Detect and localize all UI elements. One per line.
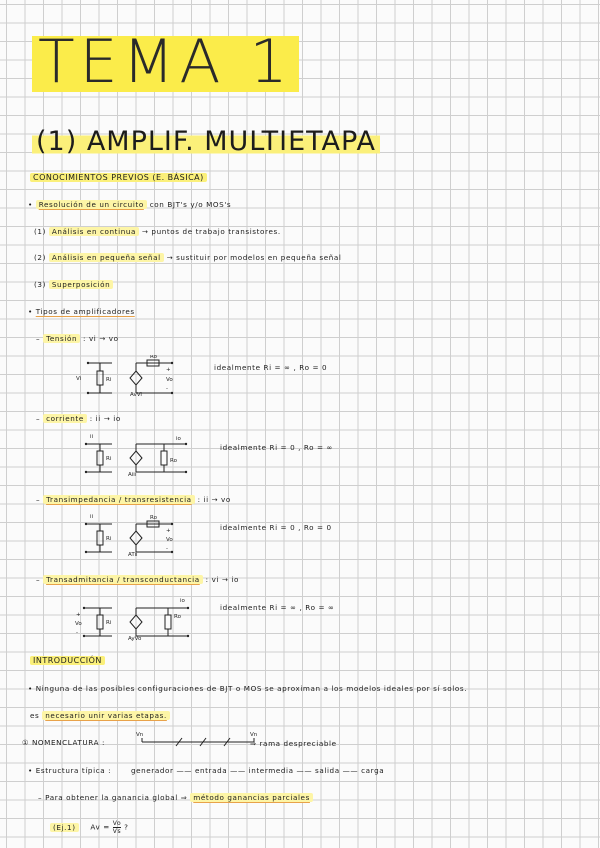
nomenclatura-row — [22, 738, 105, 747]
circuit-in-label: Vi — [76, 376, 82, 382]
circuit-ri-label: Ri — [106, 536, 112, 542]
intro-p1 — [28, 684, 467, 693]
nom-result: ⇒ rama despreciable — [250, 739, 337, 748]
intro-p2-main: necesario unir varias etapas. — [42, 711, 170, 720]
heading-introduccion: INTRODUCCIÓN — [30, 656, 105, 665]
amp-type: corriente — [43, 414, 87, 423]
item-continua — [34, 227, 281, 236]
resolucion-main: Resolución de un circuito — [36, 200, 147, 209]
amp-transadmitancia-label: – Transadmitancia / transconductancia : vi → io — [36, 575, 239, 584]
item-main: Análisis en continua — [49, 227, 139, 236]
estructura-step-carga: carga — [361, 766, 385, 775]
amp-transimpedancia-ideal: idealmente Ri = 0 , Ro = 0 — [220, 523, 332, 532]
ej-num: Vo — [112, 820, 122, 827]
item-rest: → puntos de trabajo transistores. — [141, 227, 281, 236]
circuit-out-label: Vo — [166, 537, 173, 543]
amp-mapping: : ii → io — [89, 414, 121, 423]
circuit-ro-label: Ro — [150, 355, 157, 360]
nom-vn-right: Vn — [250, 732, 258, 738]
circuit-ri-label: Ri — [106, 377, 112, 383]
ganancia-pre: Para obtener la ganancia global ⇒ — [45, 793, 188, 802]
circuit-plus: + — [166, 367, 171, 373]
section-title: (1) AMPLIF. MULTIETAPA — [32, 126, 380, 157]
circuit-ro-label: Ro — [174, 614, 181, 620]
circuit-minus: - — [76, 630, 78, 636]
amp-corriente-label: – corriente : ii → io — [36, 414, 121, 423]
circuit-out-label: io — [176, 436, 181, 442]
ej-label: (Ej.1) — [50, 823, 79, 832]
item-main: Análisis en pequeña señal — [49, 253, 164, 262]
circuit-src-label: AyVo — [128, 636, 142, 642]
bullet-dot: • — [28, 307, 33, 316]
circuit-in-label: Vo — [75, 621, 82, 627]
ej-q: ? — [124, 822, 129, 832]
amp-tension-label: – Tensión : vi → vo — [36, 334, 119, 343]
circuit-out-label: io — [180, 598, 185, 604]
nom-label: NOMENCLATURA : — [31, 738, 106, 747]
amp-corriente-ideal: idealmente Ri = 0 , Ro = ∞ — [220, 443, 334, 452]
intro-p2 — [30, 711, 170, 720]
heading-conocimientos: CONOCIMIENTOS PREVIOS (E. BÁSICA) — [30, 173, 207, 182]
estructura-step-intermedia: intermedia — [248, 766, 294, 775]
circuit-ro-label: Ro — [150, 515, 157, 521]
circuit-in-label: ii — [90, 434, 94, 440]
amp-type: Transimpedancia / transresistencia — [43, 495, 195, 504]
circuit-ro-label: Ro — [170, 458, 177, 464]
amp-mapping: : vi → io — [205, 575, 239, 584]
amp-mapping: : ii → vo — [197, 495, 231, 504]
item-num: (2) — [34, 253, 46, 262]
item-main: Superposición — [49, 280, 113, 289]
circuit-transimpedancia — [72, 512, 192, 558]
circuit-tension — [72, 355, 192, 399]
circuit-minus: - — [166, 546, 168, 552]
circuit-src-label: Aiii — [128, 472, 137, 478]
item-senal — [34, 253, 342, 262]
intro-p2-pre: es — [30, 711, 40, 720]
page-title: TEMA 1 — [32, 26, 299, 98]
item-rest: → sustituir por modelos en pequeña señal — [166, 253, 342, 262]
bullet-tipos — [28, 307, 135, 316]
estructura-step-entrada: entrada — [194, 766, 228, 775]
amp-transimpedancia-label: – Transimpedancia / transresistencia : ii → vo — [36, 495, 231, 504]
item-num: (1) — [34, 227, 46, 236]
amp-transadmitancia-ideal: idealmente Ri = ∞ , Ro = ∞ — [220, 603, 335, 612]
amp-tension-ideal: idealmente Ri = ∞ , Ro = 0 — [214, 363, 328, 372]
amp-type: Tensión — [43, 334, 80, 343]
nomenclatura-diagram — [134, 730, 264, 750]
circuit-corriente — [72, 432, 202, 478]
bullet-resolucion — [28, 200, 231, 209]
circuit-plus: + — [76, 612, 81, 618]
bullet-dot: • — [28, 684, 33, 693]
amp-mapping: : vi → vo — [83, 334, 119, 343]
item-superposicion — [34, 280, 113, 289]
intro-p1-text: Ninguna de las posibles configuraciones de BJT o MOS se aproximan a los modelos ideales por sí solos. — [35, 684, 468, 693]
circuit-plus: + — [166, 528, 171, 534]
nom-num: ① — [22, 738, 30, 747]
bullet-dot: • — [28, 200, 33, 209]
bullet-dot: • — [28, 766, 33, 775]
ganancia-row: – Para obtener la ganancia global ⇒ método ganancias parciales — [38, 793, 313, 802]
nom-vn-left: Vn — [136, 732, 144, 738]
estructura-step-generador: generador — [130, 766, 174, 775]
ej-av: Av = — [90, 822, 110, 832]
circuit-ri-label: Ri — [106, 620, 112, 626]
item-num: (3) — [34, 280, 46, 289]
tipos-label: Tipos de amplificadores — [35, 307, 135, 316]
circuit-minus: - — [166, 386, 168, 392]
ej-den: Vs — [112, 828, 122, 835]
circuit-ri-label: Ri — [106, 456, 112, 462]
ejemplo-row — [50, 820, 129, 835]
circuit-src-label: ATii — [128, 552, 138, 558]
estructura-label: Estructura típica : — [35, 766, 112, 775]
estructura-row: • Estructura típica : generador —— entrada —— intermedia —— salida —— carga — [28, 766, 385, 775]
circuit-out-label: Vo — [166, 377, 173, 383]
resolucion-rest: con BJT's y/o MOS's — [149, 200, 232, 209]
amp-type: Transadmitancia / transconductancia — [43, 575, 203, 584]
circuit-in-label: ii — [90, 514, 94, 520]
ganancia-main: método ganancias parciales — [190, 793, 313, 802]
ej-fraction — [113, 820, 122, 835]
estructura-step-salida: salida — [315, 766, 340, 775]
circuit-transadmitancia — [72, 594, 207, 642]
circuit-src-label: AvVi — [130, 392, 142, 398]
